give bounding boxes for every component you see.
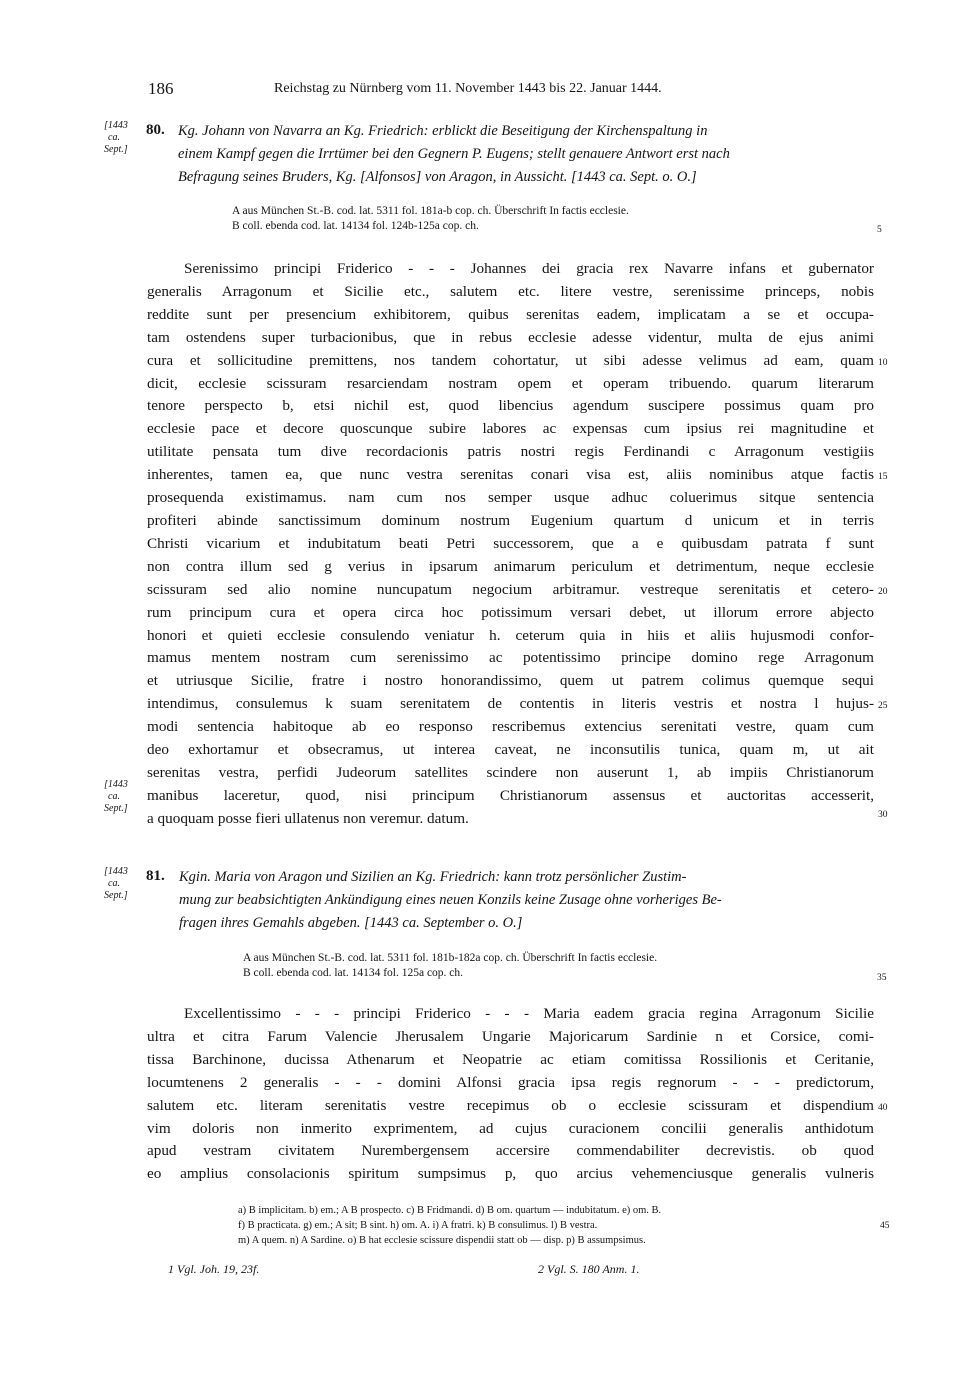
- line-number: 20: [878, 587, 888, 597]
- sources-81: A aus München St.-B. cod. lat. 5311 fol. 181b-182a cop. ch. Überschrift In factis ecclesie. B coll. ebenda cod. lat. 14134 fol. 125a cop. ch.: [243, 952, 658, 979]
- body-text-80: Serenissimo principi Friderico - - - Johannes dei gracia rex Navarre infans et gubernator generalis Arragonum et Sicilie etc., salutem etc. litere vestre, serenissime princeps, nobis reddite sunt per presencium exhibitorem, quibus serenitas eadem, implicatam a se et occupa- tam ostendens super turbacionibus, que in rebus ecclesie adesse videntur, multa de ejus animi cura et sollicitudine premittens, nos tandem cohortatur, ut sibi adesse velimus ad eam, quam dicit, ecclesie scissuram resarciendam nostram opem et operam tribuendo. quarum literarum tenore perspecto b, etsi nichil est, quod libencius agendum suscipere possimus quam pro ecclesie pace et decore quoscunque subire labores ac expensas cum ipsius rei magnitudine et utilitate pensata tum dive recordacionis patris nostri regis Ferdinandi c Arragonum vestigiis inherentes, tamen ea, que nunc vestra serenitas conari visa est, aliis nominibus atque factis prosequenda existimamus. nam cum nos semper usque adhuc coluerimus sitque sentencia profiteri abinde sanctissimum dominum nostrum Eugenium quartum d unicum et in terris Christi vicarium et indubitatum beati Petri successorem, que a e quibusdam patrata f sunt non contra illum sed g verius in ipsarum animarum periculum et detrimentum, neque ecclesie scissuram sed alio nomine nuncupatum negocium arbitramur. vestreque serenitatis et cetero- rum principum cura et opera circa hoc potissimum versari debet, ut illorum errore abjecto honori et quieti ecclesie consulendo veniatur h. ceterum quia in hiis et aliis hujusmodi confor- mamus mentem nostram cum serenissimo ac potentissimo principe domino rege Arragonum et utriusque Sicilie, fratre i nostro honorandissimo, quem ut patrem colimus quemque sequi intendimus, consulemus k suam serenitatem de contentis in literis vestris et nostra l hujus- modi sentencia habitoque ab eo responso rescribemus extencius serenitati vestre, quam cum deo exhortamur et obsecramus, ut interea caveat, ne inconsutilis tunica, quam m, ut ait serenitas vestra, perfidi Judeorum satellites scindere non auserunt 1, ab impiis Christianorum manibus laceretur, quod, nisi principum Christianorum assensus et auctoritas accesserit, a quoquam posse fieri ullatenus non veremur. datum.: [147, 260, 874, 827]
- line-number: 5: [877, 225, 882, 235]
- margin-date-80: [1443 ca. Sept.]: [104, 120, 128, 155]
- line-number: 40: [878, 1103, 888, 1113]
- line-number: 10: [878, 358, 888, 368]
- line-number: 25: [878, 701, 888, 711]
- regest-80: Kg. Johann von Navarra an Kg. Friedrich: erblickt die Beseitigung der Kirchenspaltung in einem Kampf gegen die Irrtümer bei den Gegnern P. Eugens; stellt genauere Antwort erst nach Befragung seines Bruders, Kg. [Alfonsos] von Aragon, in Aussicht. [1443 ca. Sept. o. O.]: [178, 123, 730, 185]
- margin-date-81: [1443 ca. Sept.]: [104, 866, 128, 901]
- margin-date-80-end: [1443 ca. Sept.]: [104, 779, 128, 814]
- running-title: Reichstag zu Nürnberg vom 11. November 1443 bis 22. Januar 1444.: [274, 81, 662, 96]
- critical-apparatus: a) B implicitam. b) em.; A B prospecto. c) B Fridmandi. d) B om. quartum — indubitatum. e) om. B. f) B practicata. g) em.; A sit; B sint. h) om. A. i) A fratri. k) B consulimus. l) B vestra. m) A quem. n) A Sardine. o) B hat ecclesie scissure dispendii statt ob — disp. p) B assumpsimus.: [238, 1205, 662, 1246]
- document-number-81: 81.: [146, 868, 165, 884]
- document-number-80: 80.: [146, 122, 165, 138]
- sources-80: A aus München St.-B. cod. lat. 5311 fol. 181a-b cop. ch. Überschrift In factis ecclesie. B coll. ebenda cod. lat. 14134 fol. 124b-125a cop. ch.: [232, 205, 629, 232]
- regest-81: Kgin. Maria von Aragon und Sizilien an Kg. Friedrich: kann trotz persönlicher Zustim- mung zur beabsichtigten Ankündigung eines neuen Konzils keine Zusage ohne vorheriges Be- fragen ihres Gemahls abgeben. [1443 ca. September o. O.]: [179, 869, 722, 931]
- line-number: 15: [878, 472, 888, 482]
- footnote-2: 2 Vgl. S. 180 Anm. 1.: [538, 1262, 640, 1276]
- line-number: 30: [878, 810, 888, 820]
- footnote-1: 1 Vgl. Joh. 19, 23f.: [168, 1262, 260, 1276]
- line-number: 45: [880, 1221, 890, 1231]
- page-number: 186: [148, 79, 174, 98]
- line-number: 35: [877, 973, 887, 983]
- body-text-81: Excellentissimo - - - principi Friderico - - - Maria eadem gracia regina Arragonum Sicilie ultra et citra Farum Valencie Jherusalem Ungarie Majoricarum Sardinie n et Corsice, comi- tissa Barchinone, ducissa Athenarum et Neopatrie ac etiam comitissa Rossilionis et Ceritanie, locumtenens 2 generalis - - - domini Alfonsi gracia ipsa regis regnorum - - - predictorum, salutem etc. literam serenitatis vestre recepimus ob o ecclesie scissuram et dispendium vim doloris non inmerito exprimentem, ad cujus curacionem concilii generalis anthidotum apud vestram civitatem Nurembergensem accersire commendabiliter decrevistis. ob quod eo amplius consolacionis spiritum sumpsimus p, quo arcius vehemenciusque generalis vulneris: [147, 1005, 874, 1183]
